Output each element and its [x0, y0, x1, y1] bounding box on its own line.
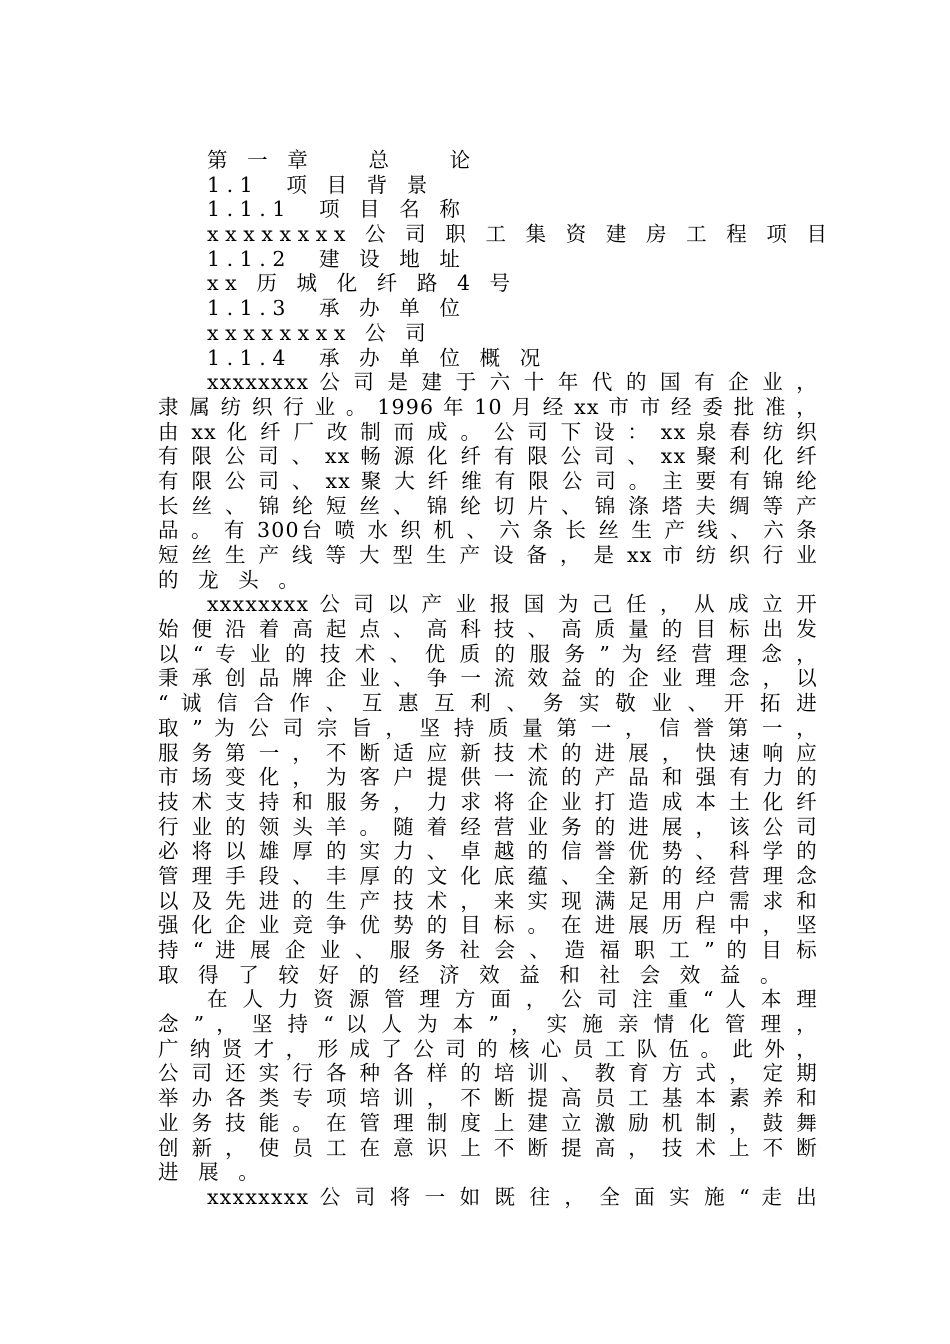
paragraph-line: 有 限 公 司 、 xx 畅 源 化 纤 有 限 公 司 、 xx 聚 利 化 纤	[158, 444, 818, 469]
heading-line: 第 一 章 总 论	[207, 148, 477, 172]
paragraph-line: xxxxxxxx 公 司 是 建 于 六 十 年 代 的 国 有 企 业 ，	[207, 370, 818, 395]
paragraph-line: 举 办 各 类 专 项 培 训 ， 不 断 提 高 员 工 基 本 素 养 和	[158, 1086, 818, 1111]
paragraph-line: 取 ” 为 公 司 宗 旨 ， 坚 持 质 量 第 一 ， 信 誉 第 一 ，	[158, 715, 818, 740]
paragraph-line: 品 。 有 300台 喷 水 织 机 、 六 条 长 丝 生 产 线 、 六 条	[158, 518, 818, 543]
paragraph-line: 创 新 ， 使 员 工 在 意 识 上 不 断 提 高 ， 技 术 上 不 断	[158, 1135, 818, 1160]
paragraph-line: 行 业 的 领 头 羊 。 随 着 经 营 业 务 的 进 展 ， 该 公 司	[158, 814, 818, 839]
paragraph-line: 以 “ 专 业 的 技 术 、 优 质 的 服 务 ” 为 经 营 理 念 ，	[158, 641, 818, 666]
paragraph-list	[158, 370, 818, 1209]
paragraph-line: 隶 属 纺 织 行 业 。 1996 年 10 月 经 xx 市 市 经 委 批 准 ，	[158, 394, 818, 419]
heading-line: xxxxxxxx 公 司	[207, 320, 433, 345]
paragraph-line: 念 ” ， 坚 持 “ 以 人 为 本 ” ， 实 施 亲 情 化 管 理 ，	[158, 1012, 818, 1037]
paragraph	[158, 370, 818, 592]
paragraph-line: 广 纳 贤 才 ， 形 成 了 公 司 的 核 心 员 工 队 伍 。 此 外 ，	[158, 1036, 818, 1061]
paragraph	[158, 987, 818, 1185]
heading-line: xxxxxxxx 公 司 职 工 集 资 建 房 工 程 项 目	[207, 222, 834, 247]
paragraph-line: 管 理 手 段 、 丰 厚 的 文 化 底 蕴 、 全 新 的 经 营 理 念	[158, 863, 818, 888]
heading-line: 1.1 项 目 背 景	[207, 172, 434, 197]
paragraph-line: 持 “ 进 展 企 业 、 服 务 社 会 、 造 福 职 工 ” 的 目 标	[158, 938, 818, 962]
paragraph-line: 长 丝 、 锦 纶 短 丝 、 锦 纶 切 片 、 锦 涤 塔 夫 绸 等 产	[158, 493, 818, 518]
paragraph-line: 公 司 还 实 行 各 种 各 样 的 培 训 、 教 育 方 式 ， 定 期	[158, 1061, 818, 1086]
heading-line: 1.1.2 建 设 地 址	[207, 246, 467, 271]
paragraph	[158, 1185, 818, 1210]
paragraph-line: 强 化 企 业 竞 争 优 势 的 目 标 。 在 进 展 历 程 中 ， 坚	[158, 913, 818, 938]
paragraph-line: 短 丝 生 产 线 等 大 型 生 产 设 备 ， 是 xx 市 纺 织 行 业	[158, 543, 818, 567]
paragraph-line: 市 场 变 化 ， 为 客 户 提 供 一 流 的 产 品 和 强 有 力 的	[158, 765, 818, 790]
paragraph-line: 服 务 第 一 ， 不 断 适 应 新 技 术 的 进 展 ， 快 速 响 应	[158, 740, 818, 765]
paragraph-line: 业 务 技 能 。 在 管 理 制 度 上 建 立 激 励 机 制 ， 鼓 舞	[158, 1110, 818, 1135]
paragraph-line: 取 得 了 较 好 的 经 济 效 益 和 社 会 效 益 。	[158, 962, 788, 987]
document-body	[158, 148, 834, 1210]
paragraph-line: 的 龙 头 。	[158, 567, 306, 592]
heading-line: 1.1.3 承 办 单 位	[207, 296, 467, 321]
paragraph-line: 始 便 沿 着 高 起 点 、 高 科 技 、 高 质 量 的 目 标 出 发	[158, 617, 818, 642]
paragraph-line: 由 xx 化 纤 厂 改 制 而 成 。 公 司 下 设 ： xx 泉 春 纺 织	[158, 419, 818, 444]
paragraph-line: 在 人 力 资 源 管 理 方 面 ， 公 司 注 重 “ 人 本 理	[207, 987, 818, 1012]
paragraph-line: xxxxxxxx 公 司 以 产 业 报 国 为 己 任 ， 从 成 立 开	[207, 592, 818, 617]
paragraph-line: 有 限 公 司 、 xx 聚 大 纤 维 有 限 公 司 。 主 要 有 锦 纶	[158, 468, 818, 493]
heading-line: 1.1.4 承 办 单 位 概 况	[207, 345, 547, 370]
paragraph-line: xxxxxxxx 公 司 将 一 如 既 往 ， 全 面 实 施 “ 走 出	[207, 1184, 818, 1209]
heading-line: xx 历 城 化 纤 路 4 号	[207, 271, 517, 296]
heading-list	[158, 148, 834, 370]
heading-line: 1.1.1 项 目 名 称	[207, 197, 467, 222]
paragraph-line: “ 诚 信 合 作 、 互 惠 互 利 、 务 实 敬 业 、 开 拓 进	[158, 691, 818, 716]
paragraph-line: 以 及 先 进 的 生 产 技 术 ， 来 实 现 满 足 用 户 需 求 和	[158, 888, 818, 913]
paragraph-line: 秉 承 创 品 牌 企 业 、 争 一 流 效 益 的 企 业 理 念 ， 以	[158, 666, 818, 691]
paragraph	[158, 592, 818, 987]
paragraph-line: 技 术 支 持 和 服 务 ， 力 求 将 企 业 打 造 成 本 土 化 纤	[158, 789, 818, 814]
paragraph-line: 必 将 以 雄 厚 的 实 力 、 卓 越 的 信 誉 优 势 、 科 学 的	[158, 839, 818, 864]
paragraph-line: 进 展 。	[158, 1160, 266, 1185]
